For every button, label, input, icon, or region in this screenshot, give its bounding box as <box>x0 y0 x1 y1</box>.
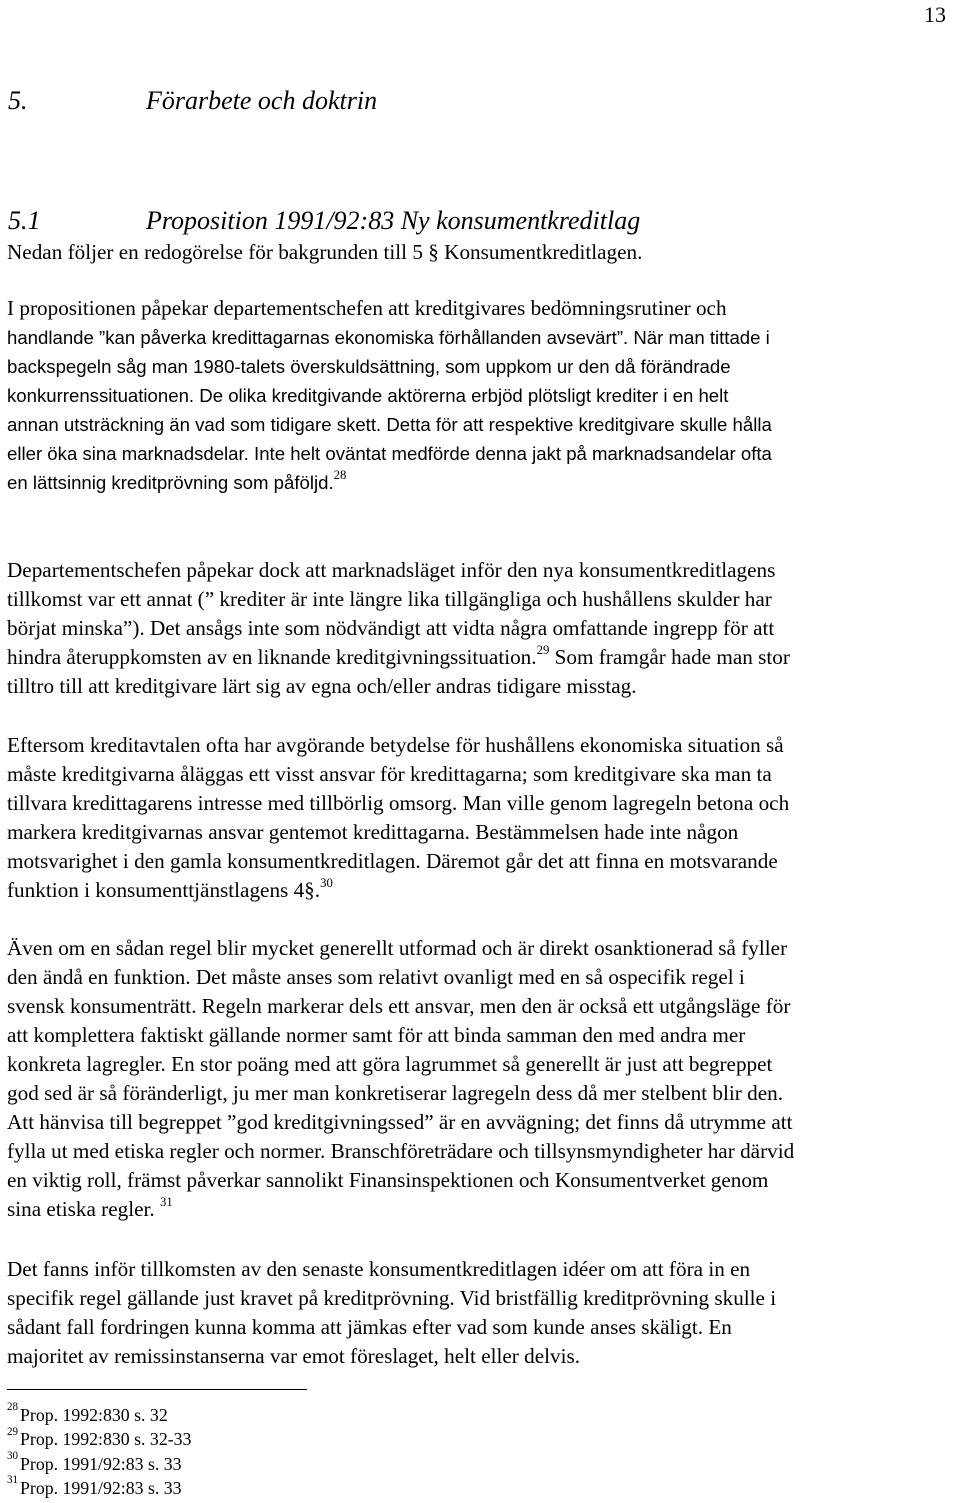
paragraph-line <box>7 643 955 672</box>
text-fragment: Som framgår hade man stor <box>549 645 790 669</box>
intro-paragraph <box>7 238 955 267</box>
paragraph-line <box>7 323 955 352</box>
paragraph-line: fylla ut med etiska regler och normer. Branschföreträdare och tillsynsmyndigheter har därvid <box>7 1139 795 1163</box>
footnote <box>7 1452 191 1476</box>
sans-fragment: eller öka sina marknadsdelar. <box>7 443 249 464</box>
sans-fragment: När man tittade i <box>628 327 770 348</box>
paragraph-line: svensk konsumenträtt. Regeln markerar dels ett ansvar, men den är också ett utgångsläge för <box>7 994 791 1018</box>
paragraph-line: tillvara kredittagarens intresse med tillbörlig omsorg. Man ville genom lagregeln betona och <box>7 791 790 815</box>
paragraph-line: Eftersom kreditavtalen ofta har avgörande betydelse för hushållens ekonomiska situation så <box>7 733 784 757</box>
footnotes <box>7 1403 191 1501</box>
footnote-number: 30 <box>7 1450 19 1463</box>
footnote-number: 28 <box>7 1401 19 1414</box>
paragraph-line <box>7 876 955 905</box>
paragraph-line: backspegeln såg man 1980-talets överskuldsättning, som uppkom ur den då förändrade <box>7 356 731 377</box>
paragraph-line: att komplettera faktiskt gällande normer samt för att binda samman den med andra mer <box>7 1023 746 1047</box>
intro-line: Nedan följer en redogörelse för bakgrunden till 5 § Konsumentkreditlagen. <box>7 240 643 264</box>
sans-fragment: en lättsinnig kreditprövning som påföljd. <box>7 472 334 493</box>
paragraph-line: specifik regel gällande just kravet på kreditprövning. Vid bristfällig kreditprövning skulle i <box>7 1286 777 1310</box>
chapter-heading <box>8 86 377 116</box>
paragraph-line: börjat minska”). Det ansågs inte som nödvändigt att vidta några omfattande ingrepp för att <box>7 616 775 640</box>
paragraph-line: konkreta lagregler. En stor poäng med att göra lagrummet så generellt är just att begreppet <box>7 1052 773 1076</box>
paragraph-line: motsvarighet i den gamla konsumentkreditlagen. Däremot går det att finna en motsvarande <box>7 849 778 873</box>
footnote-ref: 30 <box>320 876 333 891</box>
footnote-number: 29 <box>7 1425 19 1438</box>
sans-fragment: Inte helt oväntat medförde denna jakt på marknadsandelar ofta <box>248 443 772 464</box>
footnote-number: 31 <box>7 1474 19 1487</box>
paragraph-2 <box>7 556 955 701</box>
paragraph-line: Det fanns inför tillkomsten av den senaste konsumentkreditlagen idéer om att föra in en <box>7 1257 751 1281</box>
paragraph-line: god sed är så föränderligt, ju mer man konkretiserar lagregeln dess då mer stelbent blir den. <box>7 1081 784 1105</box>
text-fragment: funktion i konsumenttjänstlagens 4§. <box>7 878 321 902</box>
sans-fragment: handlande ”kan påverka kredittagarnas ekonomiska förhållanden avsevärt”. <box>7 327 629 348</box>
paragraph-3 <box>7 731 955 905</box>
paragraph-line <box>7 468 955 497</box>
paragraph-line: tilltro till att kreditgivare lärt sig av egna och/eller andras tidigare misstag. <box>7 674 637 698</box>
paragraph-line: måste kreditgivarna åläggas ett visst ansvar för kredittagarna; som kreditgivare ska man ta <box>7 762 772 786</box>
paragraph-5 <box>7 1255 955 1371</box>
sans-fragment: Detta för att respektive kreditgivare skulle hålla <box>381 414 772 435</box>
footnote-divider <box>7 1389 307 1390</box>
paragraph-line: I propositionen påpekar departementschefen att kreditgivares bedömningsrutiner och <box>7 296 727 320</box>
footnote <box>7 1476 191 1500</box>
paragraph-line <box>7 1195 955 1224</box>
paragraph-line <box>7 381 955 410</box>
paragraph-line: markera kreditgivarnas ansvar gentemot kredittagarna. Bestämmelsen hade inte någon <box>7 820 739 844</box>
section-title: Proposition 1991/92:83 Ny konsumentkreditlag <box>146 206 641 235</box>
footnote <box>7 1403 191 1427</box>
paragraph-line: tillkomst var ett annat (” krediter är inte längre lika tillgängliga och hushållens skulder har <box>7 587 772 611</box>
footnote-text: Prop. 1991/92:83 s. 33 <box>20 1453 182 1474</box>
section-number: 5.1 <box>8 206 41 235</box>
footnote-ref: 29 <box>536 643 550 658</box>
paragraph-line <box>7 410 955 439</box>
sans-fragment: De olika kreditgivande aktörerna erbjöd plötsligt krediter i en helt <box>194 385 729 406</box>
footnote-ref: 28 <box>333 468 347 483</box>
text-fragment: hindra återuppkomsten av en liknande kreditgivningssituation. <box>7 645 537 669</box>
paragraph-line: den ändå en funktion. Det måste anses som relativt ovanligt med en så ospecifik regel i <box>7 965 745 989</box>
paragraph-line: en viktig roll, främst påverkar sannolikt Finansinspektionen och Konsumentverket genom <box>7 1168 769 1192</box>
paragraph-line: Departementschefen påpekar dock att marknadsläget inför den nya konsumentkreditlagens <box>7 558 776 582</box>
footnote-text: Prop. 1991/92:83 s. 33 <box>20 1478 182 1499</box>
paragraph-1 <box>7 294 955 497</box>
text-fragment: sina etiska regler. <box>7 1197 155 1221</box>
paragraph-line <box>7 439 955 468</box>
paragraph-line: Även om en sådan regel blir mycket generellt utformad och är direkt osanktionerad så fyller <box>7 936 788 960</box>
paragraph-line: sådant fall fordringen kunna komma att jämkas efter vad som kunde anses skäligt. En <box>7 1315 732 1339</box>
chapter-title: Förarbete och doktrin <box>146 86 378 115</box>
footnote-ref: 31 <box>159 1195 173 1210</box>
chapter-number: 5. <box>8 86 28 115</box>
paragraph-line: Att hänvisa till begreppet ”god kreditgivningssed” är en avvägning; det finns då utrymme att <box>7 1110 793 1134</box>
sans-fragment: konkurrenssituationen. <box>7 385 195 406</box>
sans-fragment: annan utsträckning än vad som tidigare skett. <box>7 414 382 435</box>
footnote-text: Prop. 1992:830 s. 32 <box>20 1405 168 1425</box>
section-heading <box>8 206 640 236</box>
paragraph-4 <box>7 934 955 1224</box>
paragraph-line: majoritet av remissinstanserna var emot föreslaget, helt eller delvis. <box>7 1344 581 1368</box>
page-number: 13 <box>924 2 946 27</box>
footnote-text: Prop. 1992:830 s. 32-33 <box>20 1429 192 1450</box>
footnote <box>7 1427 191 1451</box>
